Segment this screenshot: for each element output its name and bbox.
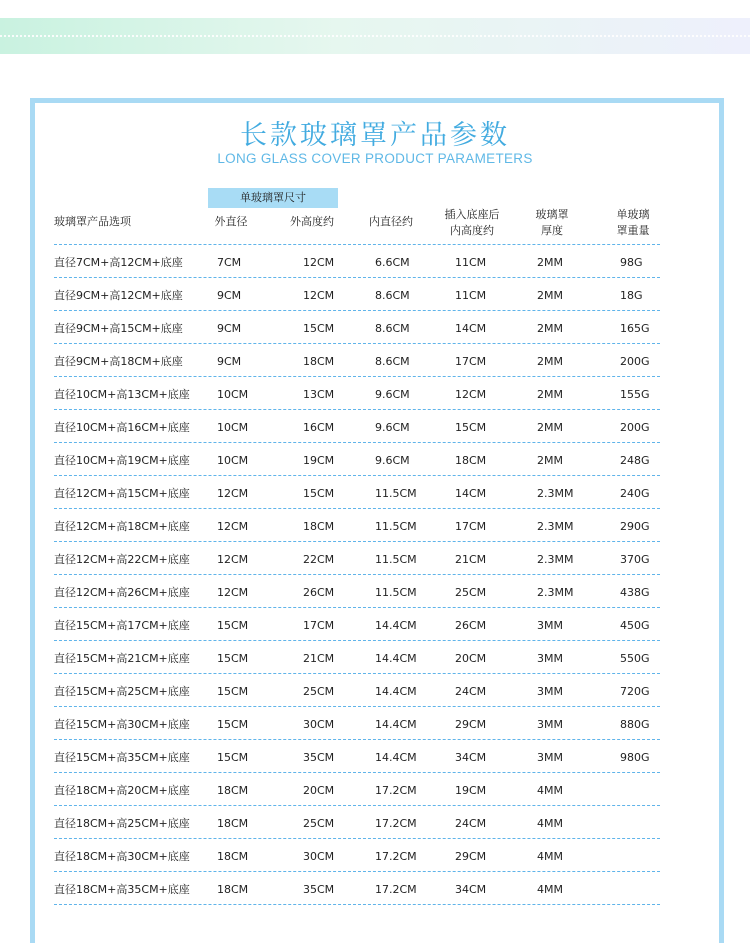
cell-option: 直径18CM+高35CM+底座 [54, 883, 190, 896]
cell-weight: 290G [620, 520, 650, 533]
cell-inner-diameter: 17.2CM [375, 817, 417, 830]
row-divider [54, 772, 660, 773]
cell-inserted-height: 12CM [455, 388, 487, 401]
cell-outer-diameter: 12CM [217, 586, 249, 599]
column-header-thickness [536, 207, 569, 239]
row-divider [54, 739, 660, 740]
cell-inner-diameter: 8.6CM [375, 322, 410, 335]
row-divider [54, 343, 660, 344]
column-header-inserted-height-line2: 内高度约 [450, 224, 494, 237]
cell-thickness: 2.3MM [537, 520, 574, 533]
table-row [0, 444, 750, 477]
cell-outer-diameter: 15CM [217, 619, 249, 632]
cell-weight: 200G [620, 355, 650, 368]
cell-option: 直径12CM+高15CM+底座 [54, 487, 190, 500]
cell-outer-height: 12CM [303, 256, 335, 269]
cell-inserted-height: 19CM [455, 784, 487, 797]
cell-outer-height: 35CM [303, 883, 335, 896]
cell-option: 直径10CM+高19CM+底座 [54, 454, 190, 467]
column-header-weight [617, 207, 650, 239]
cell-weight: 880G [620, 718, 650, 731]
cell-outer-height: 13CM [303, 388, 335, 401]
cell-thickness: 4MM [537, 817, 563, 830]
table-row [0, 510, 750, 543]
column-header-inserted-height-line1: 插入底座后 [444, 208, 500, 221]
cell-weight: 980G [620, 751, 650, 764]
cell-weight: 370G [620, 553, 650, 566]
cell-outer-diameter: 15CM [217, 718, 249, 731]
dotted-divider [0, 35, 750, 37]
row-divider [54, 871, 660, 872]
cell-outer-height: 25CM [303, 685, 335, 698]
page-title: 长款玻璃罩产品参数 [240, 120, 510, 151]
row-divider [54, 244, 660, 245]
cell-outer-height: 30CM [303, 718, 335, 731]
row-divider [54, 574, 660, 575]
column-header-outer-height: 外高度约 [290, 215, 334, 228]
cell-outer-height: 16CM [303, 421, 335, 434]
table-row [0, 543, 750, 576]
row-divider [54, 541, 660, 542]
table-row [0, 642, 750, 675]
column-header-thickness-line2: 厚度 [541, 224, 563, 237]
cell-thickness: 2.3MM [537, 487, 574, 500]
cell-weight: 248G [620, 454, 650, 467]
cell-inner-diameter: 14.4CM [375, 751, 417, 764]
table-row [0, 708, 750, 741]
cell-thickness: 2MM [537, 322, 563, 335]
row-divider [54, 673, 660, 674]
table-row [0, 741, 750, 774]
cell-option: 直径15CM+高35CM+底座 [54, 751, 190, 764]
cell-thickness: 4MM [537, 883, 563, 896]
cell-weight: 18G [620, 289, 643, 302]
cell-inserted-height: 34CM [455, 883, 487, 896]
cell-thickness: 3MM [537, 685, 563, 698]
cell-outer-diameter: 18CM [217, 850, 249, 863]
cell-inner-diameter: 8.6CM [375, 355, 410, 368]
cell-weight: 98G [620, 256, 643, 269]
cell-option: 直径9CM+高15CM+底座 [54, 322, 183, 335]
column-header-inserted-height [445, 207, 500, 239]
table-row [0, 378, 750, 411]
table-row [0, 609, 750, 642]
cell-option: 直径18CM+高20CM+底座 [54, 784, 190, 797]
cell-inner-diameter: 14.4CM [375, 619, 417, 632]
cell-thickness: 2MM [537, 388, 563, 401]
table-row [0, 807, 750, 840]
cell-outer-diameter: 7CM [217, 256, 242, 269]
cell-thickness: 2MM [537, 421, 563, 434]
cell-inserted-height: 24CM [455, 685, 487, 698]
table-row [0, 411, 750, 444]
cell-thickness: 3MM [537, 718, 563, 731]
cell-option: 直径15CM+高21CM+底座 [54, 652, 190, 665]
cell-weight: 550G [620, 652, 650, 665]
cell-outer-height: 26CM [303, 586, 335, 599]
cell-inner-diameter: 11.5CM [375, 487, 417, 500]
cell-weight: 200G [620, 421, 650, 434]
top-gradient-band [0, 18, 750, 54]
cell-option: 直径18CM+高30CM+底座 [54, 850, 190, 863]
table-row [0, 873, 750, 906]
cell-inner-diameter: 9.6CM [375, 421, 410, 434]
cell-option: 直径10CM+高16CM+底座 [54, 421, 190, 434]
cell-inserted-height: 34CM [455, 751, 487, 764]
cell-outer-diameter: 9CM [217, 322, 242, 335]
cell-inner-diameter: 11.5CM [375, 520, 417, 533]
row-divider [54, 508, 660, 509]
cell-inserted-height: 29CM [455, 718, 487, 731]
cell-thickness: 4MM [537, 850, 563, 863]
cell-inner-diameter: 17.2CM [375, 883, 417, 896]
cell-outer-diameter: 10CM [217, 454, 249, 467]
row-divider [54, 310, 660, 311]
cell-inner-diameter: 9.6CM [375, 388, 410, 401]
table-row [0, 477, 750, 510]
row-divider [54, 805, 660, 806]
cell-outer-height: 15CM [303, 487, 335, 500]
cell-inner-diameter: 14.4CM [375, 652, 417, 665]
cell-inner-diameter: 9.6CM [375, 454, 410, 467]
column-header-option: 玻璃罩产品选项 [54, 215, 131, 228]
cell-thickness: 2MM [537, 289, 563, 302]
cell-outer-diameter: 12CM [217, 520, 249, 533]
cell-thickness: 3MM [537, 652, 563, 665]
row-divider [54, 277, 660, 278]
cell-outer-height: 19CM [303, 454, 335, 467]
cell-outer-diameter: 9CM [217, 289, 242, 302]
cell-inner-diameter: 6.6CM [375, 256, 410, 269]
cell-option: 直径10CM+高13CM+底座 [54, 388, 190, 401]
cell-thickness: 3MM [537, 619, 563, 632]
column-header-inner-diameter: 内直径约 [369, 215, 413, 228]
cell-outer-height: 22CM [303, 553, 335, 566]
cell-inserted-height: 24CM [455, 817, 487, 830]
table-row [0, 675, 750, 708]
cell-outer-height: 18CM [303, 520, 335, 533]
table-row [0, 576, 750, 609]
cell-outer-height: 35CM [303, 751, 335, 764]
row-divider [54, 904, 660, 905]
cell-inserted-height: 14CM [455, 487, 487, 500]
table-row [0, 246, 750, 279]
cell-outer-height: 12CM [303, 289, 335, 302]
cell-thickness: 2MM [537, 355, 563, 368]
cell-inserted-height: 26CM [455, 619, 487, 632]
cell-inserted-height: 18CM [455, 454, 487, 467]
size-group-label: 单玻璃罩尺寸 [208, 188, 338, 208]
page-subtitle: LONG GLASS COVER PRODUCT PARAMETERS [217, 151, 533, 166]
cell-inner-diameter: 14.4CM [375, 718, 417, 731]
row-divider [54, 607, 660, 608]
cell-option: 直径9CM+高18CM+底座 [54, 355, 183, 368]
row-divider [54, 376, 660, 377]
table-row [0, 345, 750, 378]
cell-thickness: 4MM [537, 784, 563, 797]
cell-option: 直径12CM+高22CM+底座 [54, 553, 190, 566]
cell-outer-height: 25CM [303, 817, 335, 830]
row-divider [54, 442, 660, 443]
cell-inserted-height: 11CM [455, 256, 487, 269]
cell-inserted-height: 14CM [455, 322, 487, 335]
cell-weight: 165G [620, 322, 650, 335]
cell-outer-height: 30CM [303, 850, 335, 863]
cell-weight: 450G [620, 619, 650, 632]
cell-outer-diameter: 18CM [217, 883, 249, 896]
column-header-weight-line2: 罩重量 [616, 224, 650, 237]
cell-outer-diameter: 10CM [217, 421, 249, 434]
column-header-weight-line1: 单玻璃 [616, 208, 650, 221]
cell-weight: 438G [620, 586, 650, 599]
cell-outer-diameter: 12CM [217, 553, 249, 566]
cell-thickness: 2MM [537, 454, 563, 467]
cell-thickness: 2MM [537, 256, 563, 269]
cell-outer-diameter: 15CM [217, 685, 249, 698]
cell-weight: 240G [620, 487, 650, 500]
cell-weight: 155G [620, 388, 650, 401]
cell-thickness: 3MM [537, 751, 563, 764]
cell-option: 直径12CM+高26CM+底座 [54, 586, 190, 599]
row-divider [54, 475, 660, 476]
cell-inner-diameter: 14.4CM [375, 685, 417, 698]
column-header-thickness-line1: 玻璃罩 [535, 208, 569, 221]
cell-inserted-height: 17CM [455, 520, 487, 533]
cell-outer-diameter: 15CM [217, 652, 249, 665]
cell-inner-diameter: 8.6CM [375, 289, 410, 302]
cell-option: 直径7CM+高12CM+底座 [54, 256, 183, 269]
cell-outer-height: 21CM [303, 652, 335, 665]
cell-weight: 720G [620, 685, 650, 698]
cell-option: 直径18CM+高25CM+底座 [54, 817, 190, 830]
cell-inserted-height: 20CM [455, 652, 487, 665]
cell-option: 直径15CM+高17CM+底座 [54, 619, 190, 632]
cell-outer-diameter: 9CM [217, 355, 242, 368]
cell-option: 直径15CM+高30CM+底座 [54, 718, 190, 731]
cell-thickness: 2.3MM [537, 586, 574, 599]
cell-outer-height: 18CM [303, 355, 335, 368]
cell-outer-diameter: 18CM [217, 817, 249, 830]
cell-inserted-height: 15CM [455, 421, 487, 434]
cell-outer-height: 15CM [303, 322, 335, 335]
table-row [0, 840, 750, 873]
cell-option: 直径12CM+高18CM+底座 [54, 520, 190, 533]
column-header-outer-diameter: 外直径 [214, 215, 248, 228]
cell-outer-height: 20CM [303, 784, 335, 797]
row-divider [54, 409, 660, 410]
table-row [0, 774, 750, 807]
table-row [0, 279, 750, 312]
cell-inner-diameter: 17.2CM [375, 850, 417, 863]
cell-inner-diameter: 17.2CM [375, 784, 417, 797]
row-divider [54, 706, 660, 707]
cell-outer-height: 17CM [303, 619, 335, 632]
cell-inserted-height: 29CM [455, 850, 487, 863]
cell-thickness: 2.3MM [537, 553, 574, 566]
row-divider [54, 640, 660, 641]
cell-outer-diameter: 18CM [217, 784, 249, 797]
cell-inserted-height: 11CM [455, 289, 487, 302]
table-row [0, 312, 750, 345]
cell-option: 直径15CM+高25CM+底座 [54, 685, 190, 698]
cell-outer-diameter: 12CM [217, 487, 249, 500]
cell-option: 直径9CM+高12CM+底座 [54, 289, 183, 302]
cell-outer-diameter: 10CM [217, 388, 249, 401]
cell-inserted-height: 21CM [455, 553, 487, 566]
cell-outer-diameter: 15CM [217, 751, 249, 764]
cell-inserted-height: 17CM [455, 355, 487, 368]
cell-inner-diameter: 11.5CM [375, 553, 417, 566]
row-divider [54, 838, 660, 839]
cell-inner-diameter: 11.5CM [375, 586, 417, 599]
cell-inserted-height: 25CM [455, 586, 487, 599]
